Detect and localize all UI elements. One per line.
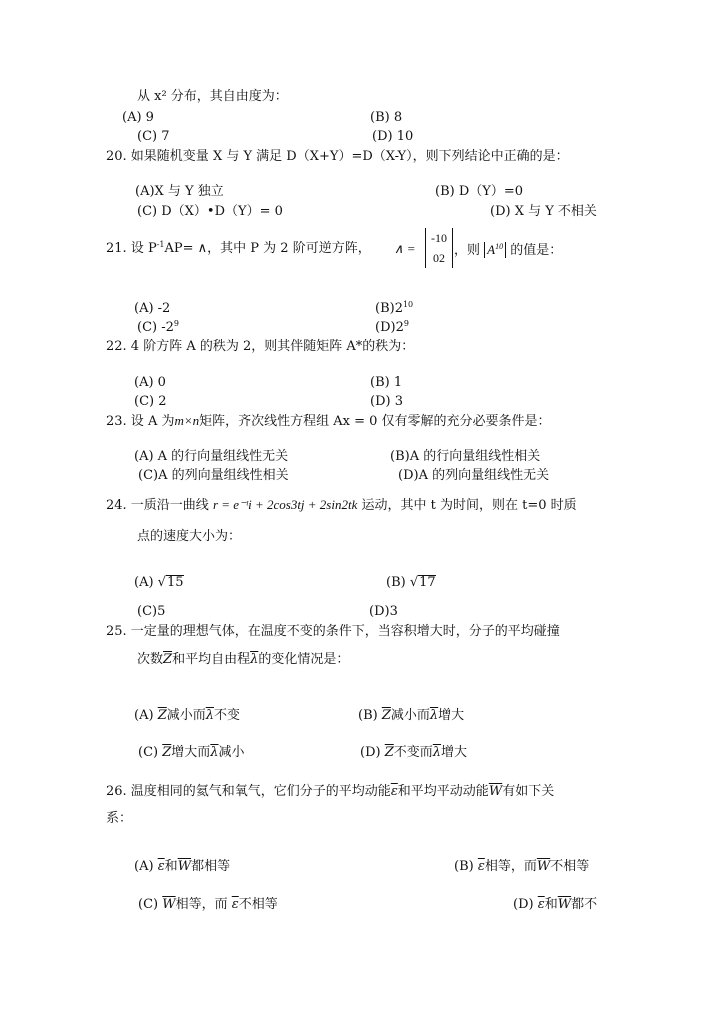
q26-eps-bar: $\overline{\varepsilon}$ — [390, 784, 398, 799]
q26-w-bar: $\overline{W}$ — [488, 784, 503, 799]
q21-stem-b: AP= ∧，其中 P 为 2 阶可逆方阵， — [164, 241, 371, 256]
q26-stem-line2: 系： — [106, 811, 133, 826]
q25-option-c: (C) $\overline{Z}$增大而$\overline{\lambda}$减小 — [138, 745, 245, 760]
q21-stem-sup: -1 — [156, 240, 165, 249]
q26-option-b: (B) $\overline{\varepsilon}$相等，而$\overline{W}$不相等 — [454, 859, 590, 874]
q24-stem-line2: 点的速度大小为： — [137, 529, 242, 544]
q21-stem-d: 的值是： — [510, 243, 563, 258]
q20-option-b: (B) D（Y）=0 — [435, 184, 523, 199]
q21-stem-a: 21. 设 P — [106, 241, 157, 256]
q26-stem-line1: 26. 温度相同的氦气和氧气，它们分子的平均动能$\overline{\varepsilon}$和平均平动动能$\overline{W}$有如下关 — [106, 784, 555, 799]
q21-option-d: $(D)2^9$ — [375, 319, 409, 335]
q21-determinant — [425, 228, 453, 268]
q24-option-d: (D)3 — [369, 604, 398, 619]
q21-stem-tail — [454, 242, 562, 258]
q24-formula: r = e⁻ᵗi + 2cos3tj + 2sin2tk — [212, 497, 358, 512]
q20-option-d: (D) X 与 Y 不相关 — [490, 204, 597, 219]
q24-option-b: (B) √17 — [386, 575, 436, 590]
q21-option-b: $(B)2^{10}$ — [375, 300, 414, 316]
q21-lambda-eq: ∧ = — [394, 241, 416, 256]
q24-stem: 24. 一质沿一曲线 r = e⁻ᵗi + 2cos3tj + 2sin2tk 运动，其中 t 为时间，则在 t=0 时质 — [106, 497, 577, 513]
q20-option-a: (A)X 与 Y 独立 — [135, 184, 224, 199]
q21-abs-a: $A^{10}$ — [484, 242, 506, 258]
q21-stem-c: ，则 — [454, 243, 481, 258]
q19-option-d: (D) 10 — [372, 129, 414, 144]
q19-option-b: (B) 8 — [370, 110, 403, 125]
q25-stem-line2: 次数$\overline{Z}$和平均自由程$\overline{\lambda}$的变化情况是： — [137, 652, 350, 667]
q25-option-a: (A) $\overline{Z}$减小而$\overline{\lambda}$不变 — [134, 708, 241, 723]
q22-option-a: (A) 0 — [134, 375, 166, 390]
q19-option-c: (C) 7 — [137, 129, 170, 144]
q19-stem: 从 x² 分布，其自由度为： — [137, 89, 288, 104]
q21-stem — [106, 242, 371, 255]
q21-matrix-row1: -10 — [431, 231, 447, 245]
q26-option-a: (A) $\overline{\varepsilon}$和$\overline{W}$都相等 — [134, 859, 231, 874]
q25-stem-line1: 25. 一定量的理想气体，在温度不变的条件下，当容积增大时，分子的平均碰撞 — [106, 624, 560, 639]
q23-stem: 23. 设 A 为m×n矩阵，齐次线性方程组 Ax = 0 仅有零解的充分必要条件是： — [106, 413, 551, 429]
q21-option-c: (C) $-2^9$ — [137, 319, 179, 335]
q25-z-bar: $\overline{Z}$ — [163, 652, 173, 667]
q19-option-a: (A) 9 — [122, 110, 154, 125]
q22-stem: 22. 4 阶方阵 A 的秩为 2，则其伴随矩阵 A*的秩为： — [106, 339, 415, 354]
q23-option-c: (C)A 的列向量组线性相关 — [138, 468, 289, 483]
q25-option-b: (B) $\overline{Z}$减小而$\overline{\lambda}$增大 — [358, 708, 465, 723]
q23-m-by-n: m×n — [174, 413, 200, 428]
q23-option-d: (D)A 的列向量组线性无关 — [398, 468, 550, 483]
q24-option-c: (C)5 — [137, 604, 166, 619]
q22-option-b: (B) 1 — [370, 375, 403, 390]
q20-stem: 20. 如果随机变量 X 与 Y 满足 D（X+Y）=D（X-Y），则下列结论中正确的是： — [106, 149, 569, 164]
q25-option-d: (D) $\overline{Z}$不变而$\overline{\lambda}$增大 — [360, 745, 468, 760]
q23-option-a: (A) A 的行向量组线性无关 — [134, 449, 289, 464]
q21-matrix-row2: 02 — [433, 251, 445, 265]
q23-option-b: (B)A 的行向量组线性相关 — [390, 449, 541, 464]
q20-option-c: (C) D（X）•D（Y）= 0 — [137, 204, 283, 219]
q26-option-c: (C) $\overline{W}$相等，而 $\overline{\varepsilon}$不相等 — [138, 897, 278, 912]
q22-option-c: (C) 2 — [134, 394, 167, 409]
q26-option-d: (D) $\overline{\varepsilon}$和$\overline{W}$都不 — [513, 897, 598, 912]
q24-option-a: (A) √15 — [134, 575, 184, 590]
q22-option-d: (D) 3 — [370, 394, 403, 409]
q21-option-a: (A) -2 — [134, 301, 171, 316]
q25-lambda-bar: $\overline{\lambda}$ — [250, 652, 259, 667]
